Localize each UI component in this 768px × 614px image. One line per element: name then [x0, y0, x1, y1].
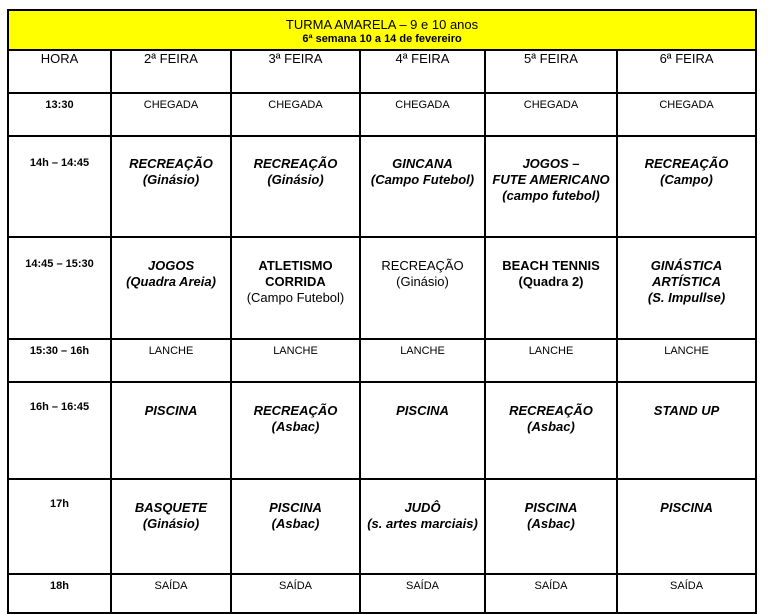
activity-cell: CHEGADA — [111, 93, 231, 136]
activity-name: CORRIDA — [265, 274, 326, 289]
activity-cell — [617, 136, 756, 237]
activity-location: (Quadra Areia) — [126, 274, 216, 289]
hour-cell: 17h — [8, 479, 111, 574]
header-friday: 6ª FEIRA — [617, 50, 756, 93]
activity-cell: SAÍDA — [617, 574, 756, 613]
hour-cell: 14:45 – 15:30 — [8, 237, 111, 339]
activity-cell: CHEGADA — [231, 93, 360, 136]
activity-location: (Campo Futebol) — [246, 290, 345, 305]
hour-cell: 16h – 16:45 — [8, 382, 111, 479]
activity-location: (Asbac) — [271, 419, 320, 434]
hour-cell: 14h – 14:45 — [8, 136, 111, 237]
table-row — [8, 339, 756, 382]
activity-name: GINÁSTICA — [650, 258, 723, 273]
activity-name: ATLETISMO — [258, 258, 333, 273]
activity-name: BEACH TENNIS — [502, 258, 600, 273]
activity-name: PISCINA — [524, 500, 578, 515]
activity-location: (Asbac) — [527, 516, 575, 531]
activity-name: JOGOS — [147, 258, 195, 273]
activity-cell: LANCHE — [485, 339, 617, 382]
activity-cell: CHEGADA — [485, 93, 617, 136]
activity-location: (Asbac) — [271, 516, 320, 531]
activity-location: (S. Impullse) — [647, 290, 726, 305]
table-row — [8, 382, 756, 479]
activity-cell — [485, 136, 617, 237]
activity-cell: LANCHE — [617, 339, 756, 382]
header-tuesday: 3ª FEIRA — [231, 50, 360, 93]
activity-name: RECREAÇÃO — [253, 156, 338, 171]
activity-name: JUDÔ — [404, 500, 441, 515]
activity-cell: CHEGADA — [617, 93, 756, 136]
activity-name: PISCINA — [144, 403, 198, 418]
activity-name: JOGOS – — [522, 156, 580, 171]
hour-cell: 15:30 – 16h — [8, 339, 111, 382]
activity-cell — [231, 136, 360, 237]
activity-cell: LANCHE — [360, 339, 485, 382]
activity-cell: CHEGADA — [360, 93, 485, 136]
activity-cell: SAÍDA — [485, 574, 617, 613]
schedule-table — [7, 9, 757, 614]
activity-cell: LANCHE — [231, 339, 360, 382]
table-row — [8, 237, 756, 339]
activity-cell — [360, 136, 485, 237]
activity-location: (campo futebol) — [502, 188, 600, 203]
activity-cell — [360, 237, 485, 339]
activity-location: (Ginásio) — [142, 516, 200, 531]
activity-name: PISCINA — [660, 500, 713, 515]
activity-name: RECREAÇÃO — [509, 403, 593, 418]
activity-cell — [617, 237, 756, 339]
schedule-title-banner — [8, 10, 756, 50]
activity-cell — [485, 382, 617, 479]
activity-cell — [231, 382, 360, 479]
activity-cell — [360, 382, 485, 479]
hour-cell: 13:30 — [8, 93, 111, 136]
activity-name: PISCINA — [269, 500, 322, 515]
activity-location: (Campo Futebol) — [370, 172, 475, 187]
activity-location: (Campo) — [660, 172, 713, 187]
header-wednesday: 4ª FEIRA — [360, 50, 485, 93]
activity-cell — [111, 382, 231, 479]
header-hora: HORA — [8, 50, 111, 93]
activity-name: RECREAÇÃO — [129, 156, 213, 171]
activity-name: STAND UP — [653, 403, 720, 418]
activity-cell — [485, 237, 617, 339]
header-monday: 2ª FEIRA — [111, 50, 231, 93]
hour-cell: 18h — [8, 574, 111, 613]
header-thursday: 5ª FEIRA — [485, 50, 617, 93]
activity-name: BASQUETE — [134, 500, 208, 515]
activity-name: RECREAÇÃO — [253, 403, 338, 418]
activity-name: ARTÍSTICA — [651, 274, 722, 289]
activity-location: (Ginásio) — [142, 172, 200, 187]
activity-cell: LANCHE — [111, 339, 231, 382]
activity-cell — [111, 136, 231, 237]
table-row — [8, 136, 756, 237]
activity-cell: SAÍDA — [360, 574, 485, 613]
activity-location: (Asbac) — [527, 419, 575, 434]
activity-name: FUTE AMERICANO — [492, 172, 610, 187]
activity-location: (Ginásio) — [396, 274, 449, 289]
week-subtitle: 6ª semana 10 a 14 de fevereiro — [302, 33, 462, 45]
activity-cell: SAÍDA — [111, 574, 231, 613]
activity-cell — [111, 237, 231, 339]
activity-location: (s. artes marciais) — [367, 516, 478, 531]
activity-location: (Ginásio) — [267, 172, 324, 187]
table-row — [8, 93, 756, 136]
activity-location: (Quadra 2) — [518, 274, 584, 289]
class-title: TURMA AMARELA – 9 e 10 anos — [285, 17, 479, 32]
header-row — [8, 50, 756, 93]
activity-name: PISCINA — [396, 403, 449, 418]
activity-name: GINCANA — [392, 156, 453, 171]
activity-cell: SAÍDA — [231, 574, 360, 613]
activity-name: RECREAÇÃO — [644, 156, 729, 171]
activity-cell — [231, 237, 360, 339]
table-row — [8, 574, 756, 613]
activity-name: RECREAÇÃO — [381, 258, 464, 273]
activity-cell — [617, 382, 756, 479]
